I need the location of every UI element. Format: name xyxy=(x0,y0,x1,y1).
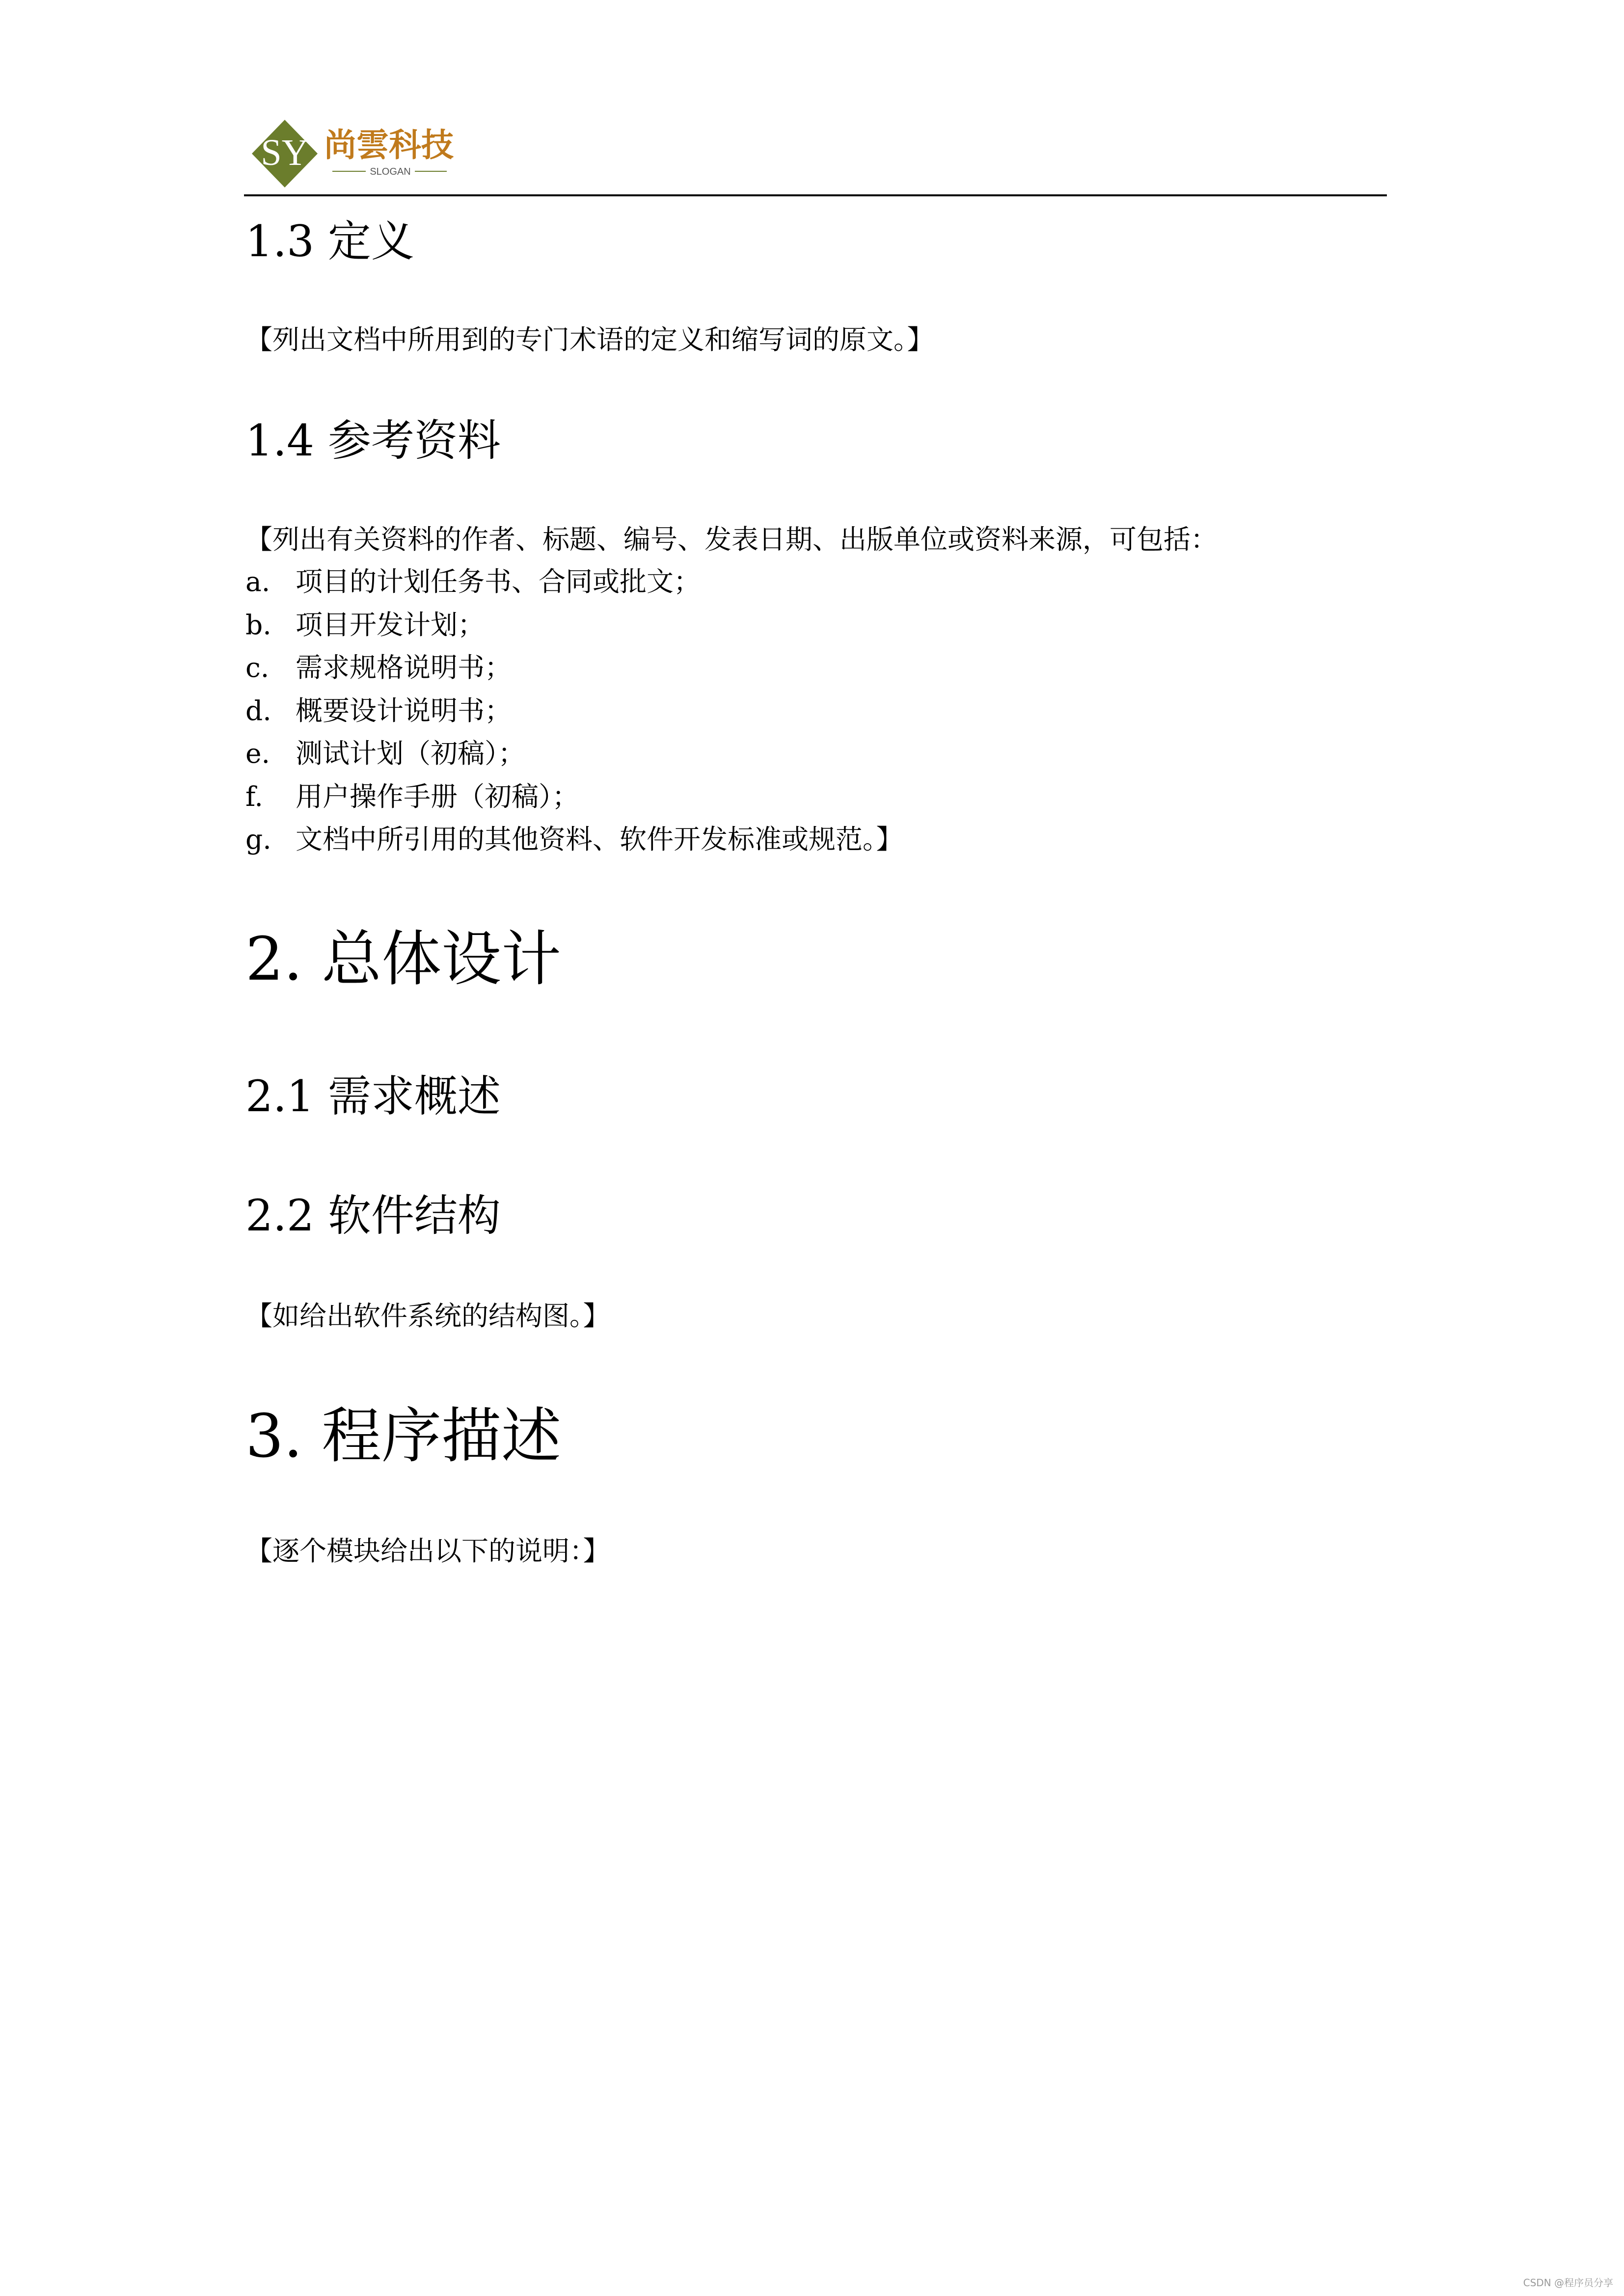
heading-3: 3. 程序描述 xyxy=(245,1401,562,1471)
heading-1-3: 1.3 定义 xyxy=(245,216,414,267)
list-item-text: 概要设计说明书； xyxy=(296,694,512,726)
list-item xyxy=(245,780,903,827)
heading-2-1: 2.1 需求概述 xyxy=(245,1071,501,1121)
list-item xyxy=(245,609,903,655)
heading-1-4: 1.4 参考资料 xyxy=(245,415,501,466)
list-item-marker: d. xyxy=(245,694,271,726)
program-description-text: 【逐个模块给出以下的说明：】 xyxy=(245,1535,610,1567)
company-logo xyxy=(248,117,479,190)
list-item-marker: f. xyxy=(245,780,263,812)
list-item-marker: e. xyxy=(245,738,271,769)
list-item-text: 需求规格说明书； xyxy=(296,652,512,683)
list-item-text: 文档中所引用的其他资料、软件开发标准或规范。】 xyxy=(296,824,903,855)
header-rule xyxy=(244,194,1387,196)
list-item xyxy=(245,694,903,741)
list-item xyxy=(245,740,903,783)
heading-2: 2. 总体设计 xyxy=(245,924,562,994)
list-item-text: 用户操作手册（初稿）； xyxy=(296,780,579,812)
list-item xyxy=(245,654,903,697)
logo-mark: SY xyxy=(261,132,309,173)
watermark: CSDN @程序员分享 xyxy=(1523,2277,1613,2289)
list-item xyxy=(245,568,903,612)
heading-2-2: 2.2 软件结构 xyxy=(245,1190,501,1241)
list-item-text: 项目开发计划； xyxy=(296,609,485,641)
references-intro: 【列出有关资料的作者、标题、编号、发表日期、出版单位或资料来源，可包括： xyxy=(245,524,1218,555)
definitions-text: 【列出文档中所用到的专门术语的定义和缩写词的原文。】 xyxy=(245,324,934,355)
references-list xyxy=(245,568,903,869)
logo-slogan: SLOGAN xyxy=(370,166,411,177)
software-structure-text: 【如给出软件系统的结构图。】 xyxy=(245,1300,610,1332)
list-item-marker: b. xyxy=(245,609,271,641)
list-item-marker: a. xyxy=(245,566,271,597)
logo-name: 尚雲科技 xyxy=(324,126,454,164)
list-item-marker: g. xyxy=(245,824,271,855)
list-item-text: 项目的计划任务书、合同或批文； xyxy=(296,566,701,597)
list-item xyxy=(245,826,903,869)
list-item-marker: c. xyxy=(245,652,270,683)
list-item-text: 测试计划（初稿）； xyxy=(296,738,525,769)
